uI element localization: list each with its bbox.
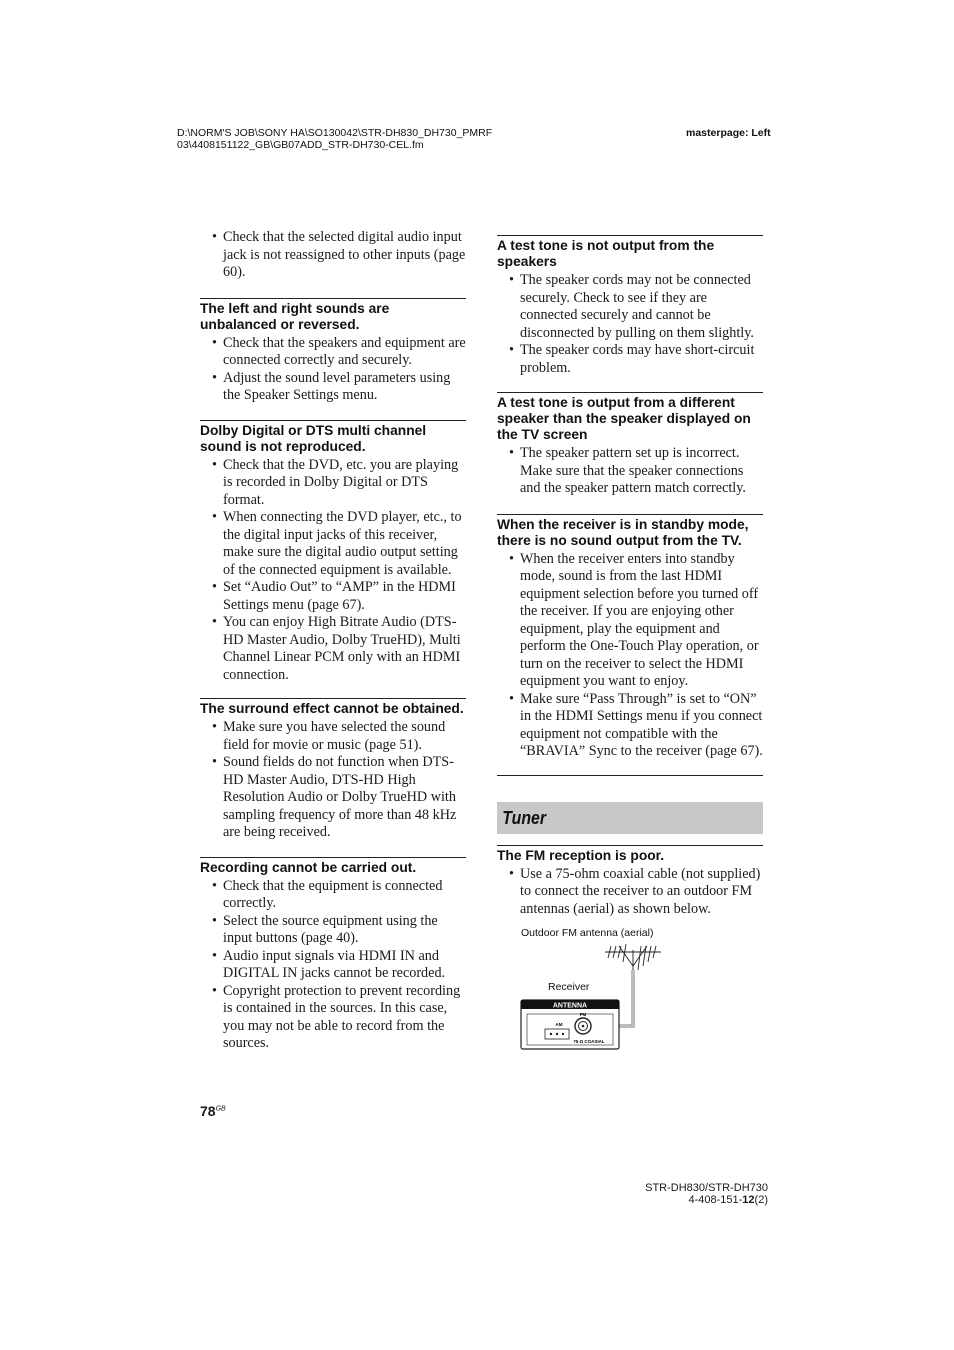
troubleshooting-section (200, 857, 466, 1053)
bullet-list (200, 878, 466, 1053)
section-divider (497, 392, 763, 393)
bullet-list (497, 866, 763, 919)
section-title: The surround effect cannot be obtained. (200, 701, 464, 716)
section-divider (200, 298, 466, 299)
bullet-list (200, 335, 466, 405)
section-divider (200, 857, 466, 858)
section-title: A test tone is output from a different speaker than the speaker displayed on the TV screen (497, 395, 751, 442)
bullet-item: • Make sure you have selected the sound field for movie or music (page 51). (200, 719, 466, 754)
section-title: A test tone is not output from the speakers (497, 238, 715, 269)
bullet-list (497, 551, 763, 761)
bullet-item: • The speaker cords may have short-circuit problem. (497, 342, 763, 377)
bullet-item: • Check that the speakers and equipment are connected correctly and securely. (200, 335, 466, 370)
bullet-item: • When connecting the DVD player, etc., to the digital input jacks of this receiver, make sure the digital audio output setting of the connected equipment is available. (200, 509, 466, 579)
section-title: Recording cannot be carried out. (200, 859, 417, 875)
receiver-caption: Receiver (548, 981, 590, 993)
section-divider (497, 235, 763, 236)
document-code-revision: 12 (742, 1194, 755, 1206)
page-number-value: 78 (200, 1103, 216, 1119)
section-title: The FM reception is poor. (497, 847, 665, 863)
section-title: The left and right sounds are unbalanced or reversed. (200, 300, 390, 332)
troubleshooting-section (200, 698, 466, 842)
bullet-item: • Select the source equipment using the input buttons (page 40). (200, 913, 466, 948)
bullet-item: • You can enjoy High Bitrate Audio (DTS-HD Master Audio, Dolby TrueHD), Multi Channel Linear PCM only with an HDMI connection. (200, 614, 466, 684)
bullet-list (200, 719, 466, 842)
section-divider (497, 845, 763, 846)
page-number-suffix: GB (215, 1105, 226, 1113)
left-column (200, 229, 466, 1053)
masterpage-label: masterpage: Left (686, 127, 771, 139)
troubleshooting-section (497, 514, 763, 761)
page-number (200, 1103, 226, 1119)
bullet-list (200, 457, 466, 685)
tuner-heading-band (497, 802, 763, 834)
troubleshooting-section (497, 392, 763, 498)
bullet-item: • When the receiver enters into standby mode, sound is from the last HDMI equipment selection before you turned off the receiver. If you are enjoying other equipment, play the equipment and perform the One-Touch Play operation, or turn on the receiver to select the HDMI equipment you want to enjoy. (497, 551, 763, 691)
bullet-item: • Check that the DVD, etc. you are playing is recorded in Dolby Digital or DTS format. (200, 457, 466, 510)
antenna-caption: Outdoor FM antenna (aerial) (521, 927, 654, 939)
file-path-line-2: 03\4408151122_GB\GB07ADD_STR-DH730-CEL.fm (177, 139, 424, 151)
bullet-item: • Set “Audio Out” to “AMP” in the HDMI Settings menu (page 67). (200, 579, 466, 614)
bullet-list (497, 272, 763, 377)
bullet-list (497, 445, 763, 498)
section-divider (497, 514, 763, 515)
fm-terminal-label: FM (579, 1012, 587, 1017)
troubleshooting-section (497, 235, 763, 377)
tuner-heading: Tuner (502, 807, 547, 828)
section-divider (200, 698, 466, 699)
bullet-item: • Copyright protection to prevent recording is contained in the sources. In this case, you may not be able to record from the sources. (200, 983, 466, 1053)
antenna-panel-label: ANTENNA (552, 1002, 588, 1010)
document-code-suffix: (2) (754, 1194, 768, 1206)
section-title: Dolby Digital or DTS multi channel sound is not reproduced. (200, 422, 427, 454)
troubleshooting-section (497, 845, 763, 919)
bullet-item: • Make sure “Pass Through” is set to “ON” in the HDMI Settings menu if you connect equipment not compatible with the “BRAVIA” Sync to the receiver (page 67). (497, 691, 763, 761)
section-divider (200, 420, 466, 421)
model-number: STR-DH830/STR-DH730 (645, 1182, 768, 1194)
troubleshooting-section (200, 420, 466, 685)
section-title: When the receiver is in standby mode, there is no sound output from the TV. (497, 516, 749, 548)
am-terminal-label: AM (555, 1022, 563, 1027)
bullet-item: • The speaker pattern set up is incorrect. Make sure that the speaker connections and the speaker pattern match correctly. (497, 445, 763, 498)
model-footer (640, 1182, 768, 1206)
bullet-item: • Use a 75-ohm coaxial cable (not supplied) to connect the receiver to an outdoor FM antennas (aerial) as shown below. (497, 866, 763, 919)
fm-antenna-connection-diagram (515, 940, 675, 1055)
file-path-line-1: D:\NORM'S JOB\SONY HA\SO130042\STR-DH830_DH730_PMRF (177, 127, 493, 139)
file-path-header (177, 127, 492, 151)
troubleshooting-section (200, 298, 466, 405)
bullet-item: • The speaker cords may not be connected securely. Check to see if they are connected securely and cannot be disconnected by pulling on them slightly. (497, 272, 763, 342)
bullet-item: • Check that the selected digital audio input jack is not reassigned to other inputs (page 60). (200, 229, 466, 282)
bullet-item: • Adjust the sound level parameters using the Speaker Settings menu. (200, 370, 466, 405)
bullet-item: • Sound fields do not function when DTS-HD Master Audio, DTS-HD High Resolution Audio or Dolby TrueHD with sampling frequency of more than 48 kHz are being received. (200, 754, 466, 842)
bullet-item: • Check that the equipment is connected correctly. (200, 878, 466, 913)
intro-bullet-list (200, 229, 466, 282)
section-divider (497, 775, 763, 776)
bullet-item: • Audio input signals via HDMI IN and DIGITAL IN jacks cannot be recorded. (200, 948, 466, 983)
coaxial-label: 75 Ω COAXIAL (573, 1039, 605, 1044)
right-column (497, 229, 763, 918)
document-code-prefix: 4-408-151- (688, 1194, 743, 1206)
document-code (640, 1194, 768, 1206)
